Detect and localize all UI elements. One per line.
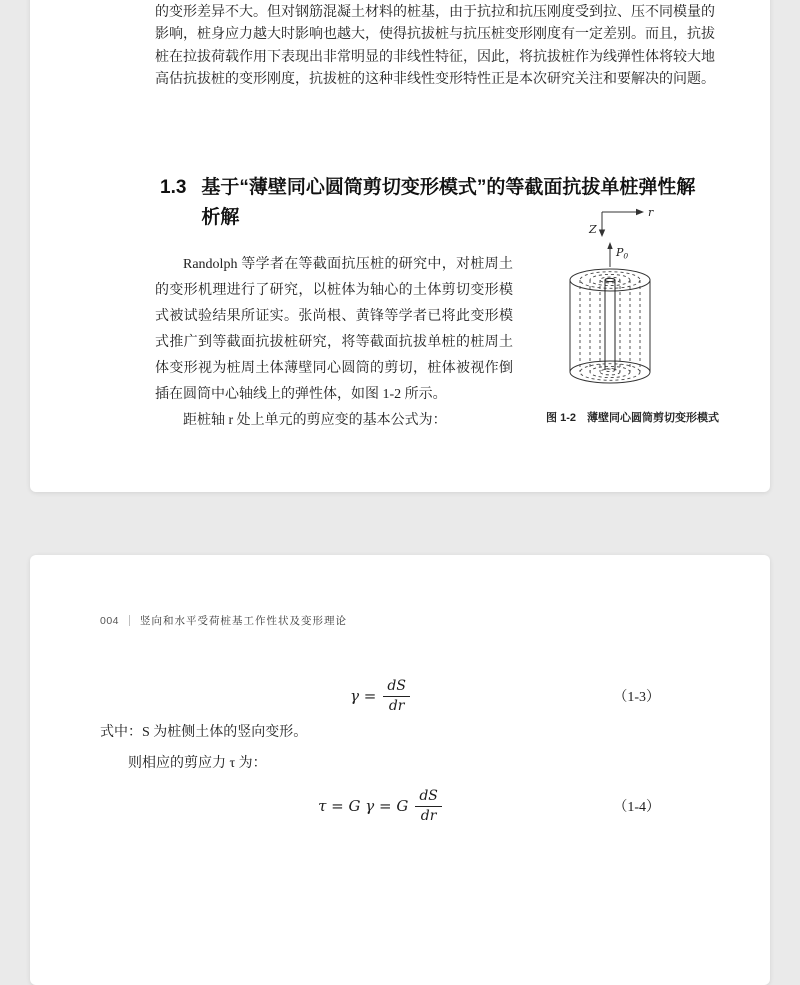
load-label-p0: $P_0$ xyxy=(616,246,629,261)
header-divider xyxy=(129,615,130,626)
fraction-denominator: dr xyxy=(420,807,437,824)
formula-lead: 距桩轴 r 处上单元的剪应变的基本公式为： xyxy=(183,413,447,428)
page-number: 004 xyxy=(100,614,120,627)
where-clause: 式中：S 为桩侧土体的竖向变形。 xyxy=(100,725,308,740)
page-header xyxy=(100,613,347,628)
equation-lhs: τ = G γ = G xyxy=(318,797,409,815)
document-page-2 xyxy=(30,555,770,985)
fraction-denominator: dr xyxy=(388,697,405,714)
equation-lhs: γ = xyxy=(350,687,377,705)
equation-number: （1-3） xyxy=(613,690,660,705)
section-number: 1.3 xyxy=(160,177,187,198)
continuation-paragraph: 的变形差异不大。但对钢筋混凝土材料的桩基，由于抗拉和抗压刚度受到拉、压不同模量的影响，桩身应力越大时影响也越大，使得抗拔桩与抗压桩变形刚度有一定差别。而且，抗拔桩在拉拔荷载作用下表现出非常明显的非线性特征，因此，将抗拔桩作为线弹性体将较大地高估抗拔桩的变形刚度，抗拔桩的这种非线性变形特性正是本次研究关注和要解决的问题。 xyxy=(155,5,715,88)
axis-label-z: Z xyxy=(589,223,597,236)
body-text-column xyxy=(155,252,513,434)
equation-1-4 xyxy=(100,783,660,829)
body-paragraph: Randolph 等学者在等截面抗压桩的研究中，对桩周土的变形机理进行了研究，以桩体为轴心的土体剪切变形模式被试验结果所证实。张尚根、黄锋等学者已将此变形模式推广到等截面抗拔桩研究，将等截面抗拔单桩的桩周土体变形视为桩周土体薄壁同心圆筒的剪切，桩体被视作倒插在圆筒中心轴线上的弹性体，如图 1-2 所示。 xyxy=(155,257,513,402)
concentric-cylinder-diagram xyxy=(540,202,725,402)
section-title: 基于“薄壁同心圆筒剪切变形模式”的等截面抗拔单桩弹性解析解 xyxy=(201,177,696,228)
equation-number: （1-4） xyxy=(613,800,660,815)
figure-1-2 xyxy=(540,202,725,425)
axis-label-r: r xyxy=(648,206,654,219)
equation-1-3 xyxy=(100,673,660,719)
book-title: 竖向和水平受荷桩基工作性状及变形理论 xyxy=(140,615,348,627)
figure-caption: 图 1-2 薄壁同心圆筒剪切变形模式 xyxy=(546,412,719,424)
document-page-1 xyxy=(30,0,770,492)
fraction xyxy=(415,788,442,823)
fraction-numerator: dS xyxy=(415,788,442,806)
fraction-numerator: dS xyxy=(383,678,410,696)
shear-stress-lead: 则相应的剪应力 τ 为： xyxy=(128,756,267,771)
fraction xyxy=(383,678,410,713)
